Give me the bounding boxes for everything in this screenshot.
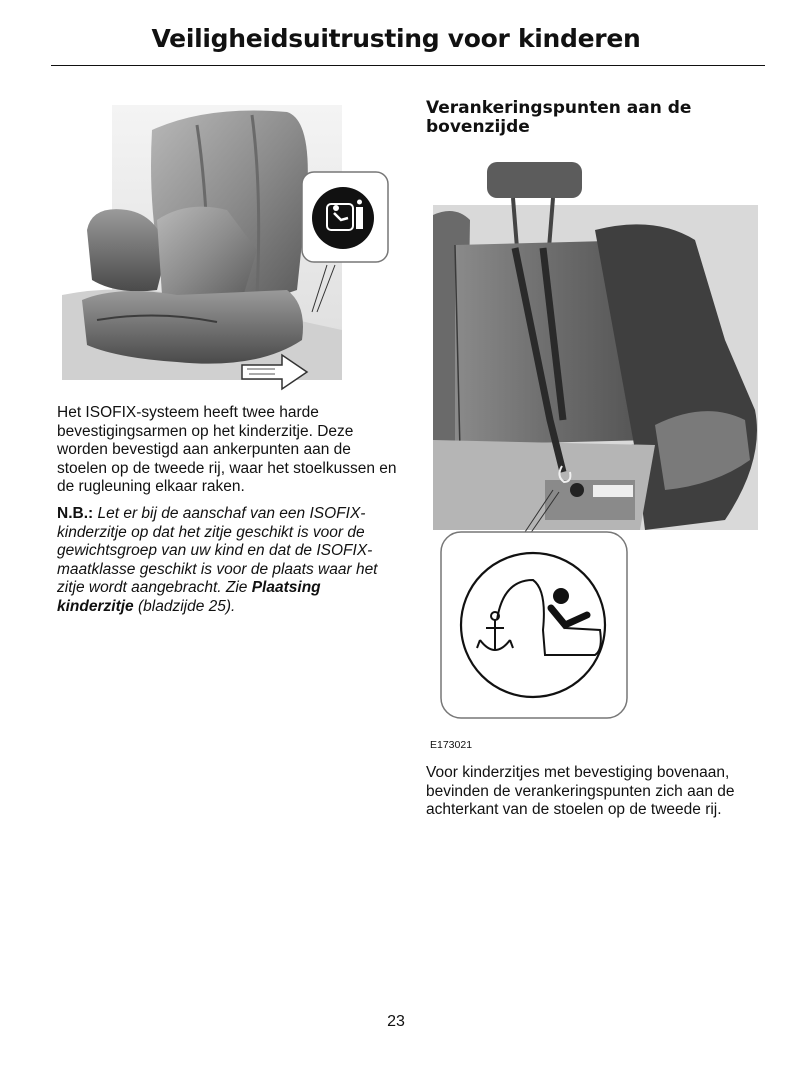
figure-code: E173021 [430,739,473,751]
note-label: N.B.: [57,505,94,522]
section-heading: Verankeringspunten aan de bovenzijde [426,98,692,137]
page-title: Veiligheidsuitrusting voor kinderen [151,24,641,53]
isofix-description: Het ISOFIX-systeem heeft twee harde bevestigingsarmen op het kinderzitje. Deze worden bevestigd aan ankerpunten aan de stoelen op de tweede rij, waar het stoelkussen en de rugleuning elkaar raken. [57,404,397,495]
top-tether-illustration [425,160,765,730]
page-number: 23 [387,1013,405,1030]
note-paragraph [57,505,397,616]
note-reference-page: (bladzijde 25). [137,597,236,615]
title-divider [51,65,765,66]
note-reference-link[interactable]: Plaatsing kinderzitje [57,579,321,615]
top-tether-description: Voor kinderzitjes met bevestiging bovenaan, bevinden de verankeringspunten zich aan de achterkant van de stoelen op de tweede rij. [426,764,735,818]
isofix-seat-illustration [57,100,397,392]
note-text: Let er bij de aanschaf van een ISOFIX-kinderzitje op dat het zitje geschikt is voor de gewichtsgroep van uw kind en dat de ISOFIX-maatklasse geschikt is voor de plaats waar het zitje wordt aangebracht. Zie [57,505,378,596]
